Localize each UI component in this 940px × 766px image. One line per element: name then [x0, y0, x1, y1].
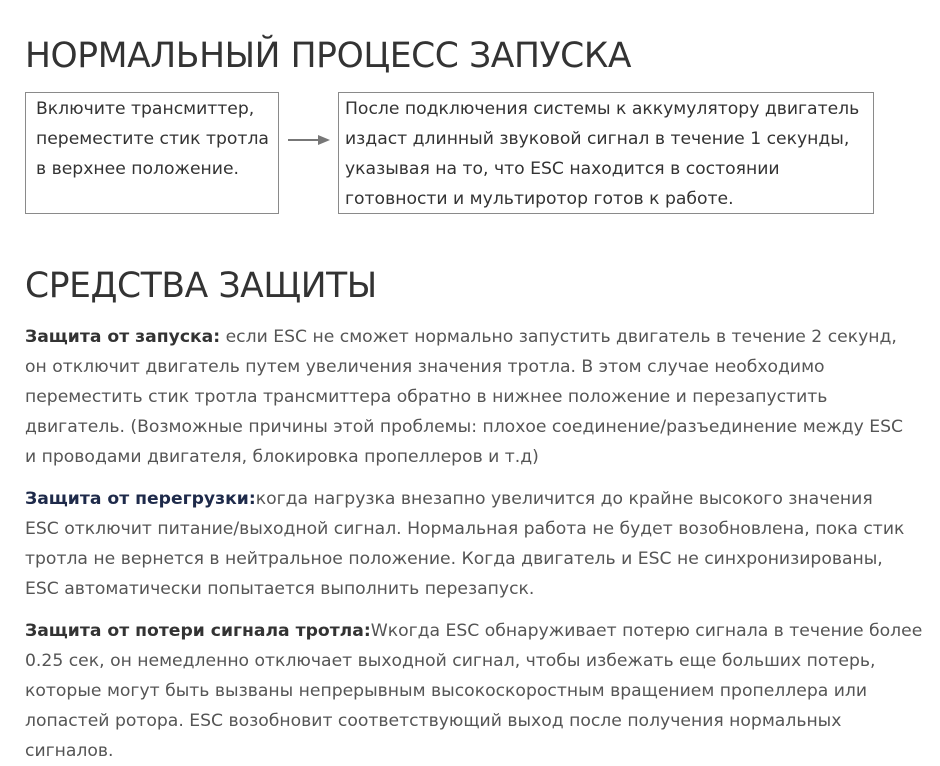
signal-loss-protection-text: Wкогда ESC обнаруживает потерю сигнала в течение более 0.25 сек, он немедленно отключает выходной сигнал, чтобы избежать еще больших потерь, которые могут быть вызваны непрерывным высокоскоростным вращением пропеллера или лопастей ротора. ESC возобновит соответствующий выход после получения нормальных сигналов.: [25, 621, 923, 761]
startup-protection-text: если ESC не сможет нормально запустить двигатель в течение 2 секунд, он отключит двигатель путем увеличения значения тротла. В этом случае необходимо переместить стик тротла трансмиттера обратно в нижнее положение и перезапустить двигатель. (Возможные причины этой проблемы: плохое соединение/разъединение между ESC и проводами двигателя, блокировка пропеллеров и т.д): [25, 327, 904, 467]
launch-step-1-text: Включите трансмиттер, переместите стик тротла в верхнее положение.: [36, 99, 269, 179]
launch-step-2-box: [338, 92, 874, 214]
protection-section-title: СРЕДСТВА ЗАЩИТЫ: [25, 266, 377, 306]
overload-protection-label: Защита от перегрузки:: [25, 489, 256, 509]
startup-protection-label: Защита от запуска:: [25, 327, 221, 347]
signal-loss-protection-paragraph: [25, 616, 925, 766]
overload-protection-text: когда нагрузка внезапно увеличится до крайне высокого значения ESC отключит питание/выходной сигнал. Нормальная работа не будет возобновлена, пока стик тротла не вернется в нейтральное положение. Когда двигатель и ESC не синхронизированы, ESC автоматически попытается выполнить перезапуск.: [25, 489, 905, 599]
signal-loss-protection-label: Защита от потери сигнала тротла:: [25, 621, 371, 641]
launch-step-2-text: После подключения системы к аккумулятору двигатель издаст длинный звуковой сигнал в течение 1 секунды, указывая на то, что ESC находится в состоянии готовности и мультиротор готов к работе.: [345, 99, 860, 209]
launch-section-title: НОРМАЛЬНЫЙ ПРОЦЕСС ЗАПУСКА: [25, 36, 632, 76]
arrow-right-icon: [288, 133, 330, 147]
launch-step-1-box: [25, 92, 279, 214]
startup-protection-paragraph: [25, 322, 905, 472]
overload-protection-paragraph: [25, 484, 905, 604]
